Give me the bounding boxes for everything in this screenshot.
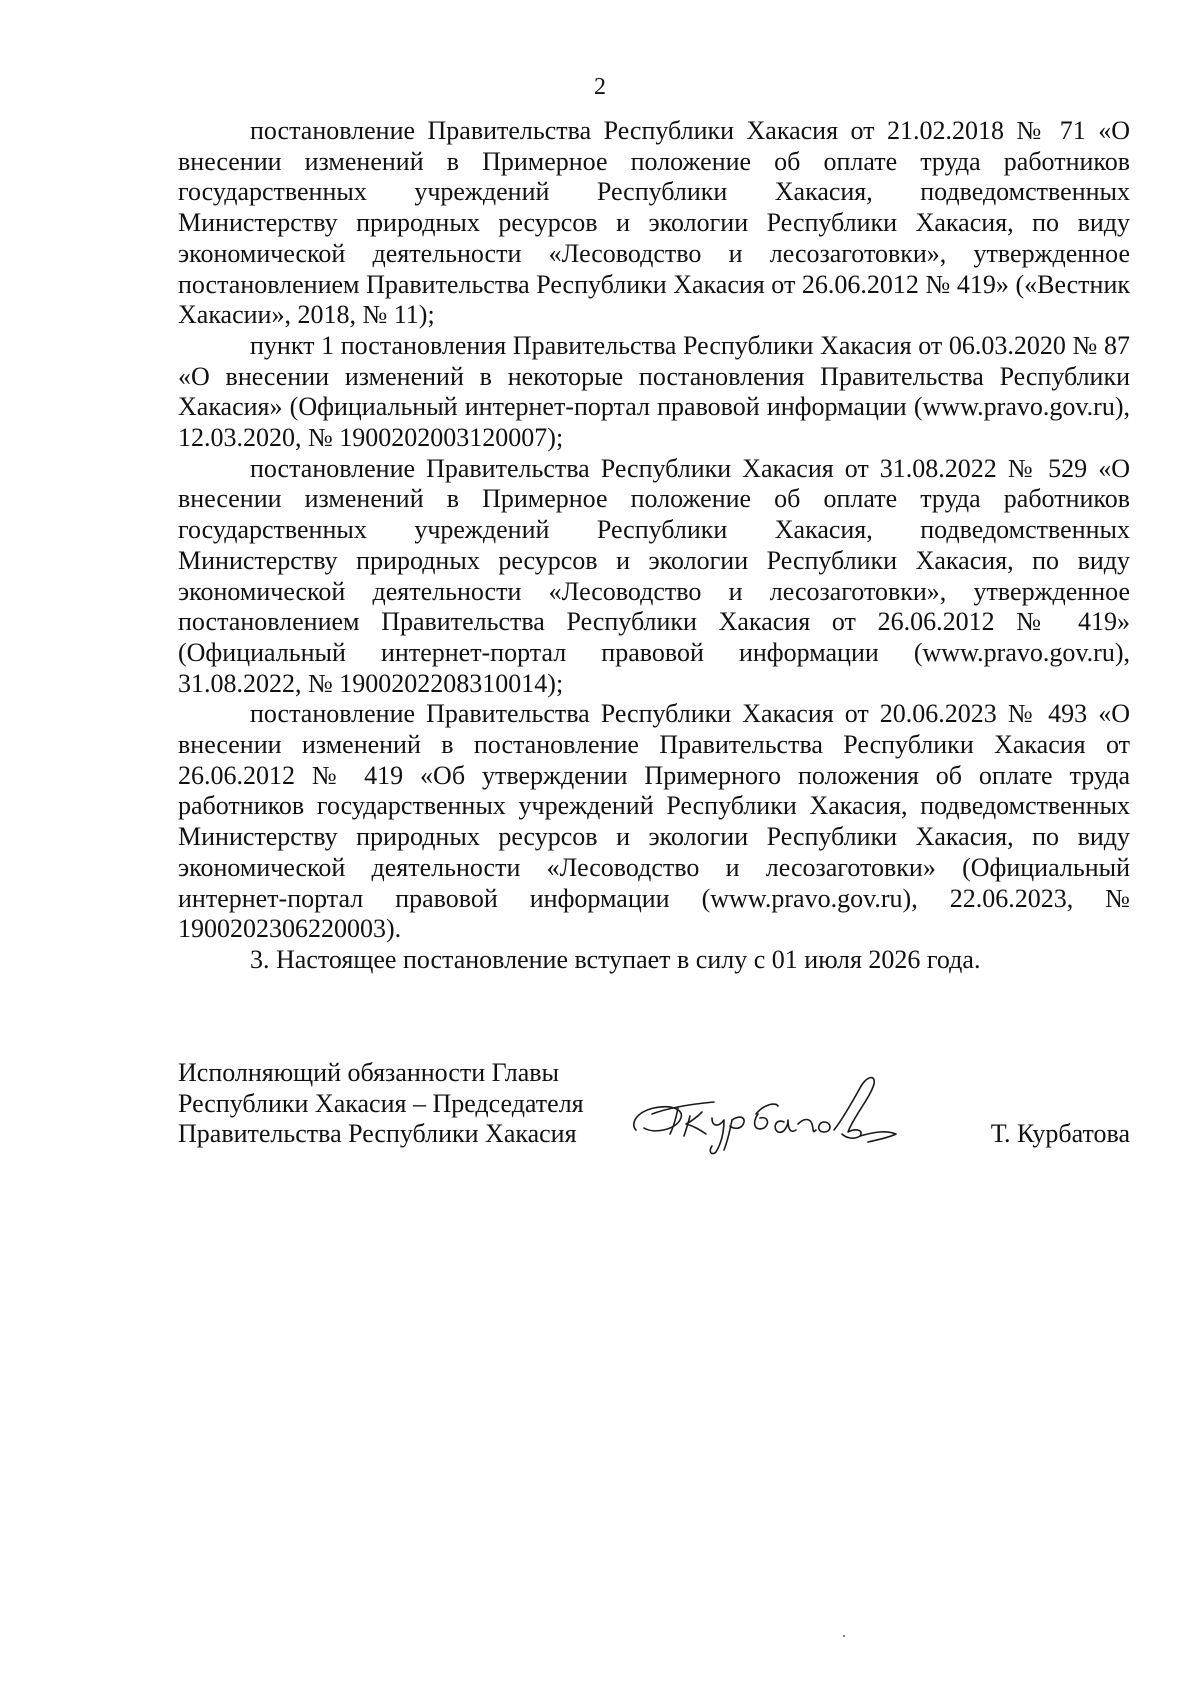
handwritten-signature bbox=[628, 1068, 918, 1158]
page-number: 2 bbox=[594, 74, 606, 100]
paragraph-resolution-2020: пункт 1 постановления Правительства Республики Хакасия от 06.03.2020 № 87 «О внесении изменений в некоторые постановления Правительства Республики Хакасия» (Официальный интернет-портал правовой информации (www.pravo.gov.ru), 12.03.2020, № 1900202003120007); bbox=[178, 330, 1130, 453]
scan-speck bbox=[843, 1635, 845, 1637]
signatory-position bbox=[178, 1058, 584, 1150]
paragraph-resolution-2023: постановление Правительства Республики Хакасия от 20.06.2023 № 493 «О внесении изменений в постановление Правительства Республики Хакасия от 26.06.2012 № 419 «Об утверждении Примерного положения об оплате труда работников государственных учреждений Республики Хакасия, подведомственных Министерству природных ресурсов и экологии Республики Хакасия, по виду экономической деятельности «Лесоводство и лесозаготовки» (Официальный интернет-портал правовой информации (www.pravo.gov.ru), 22.06.2023, № 1900202306220003). bbox=[178, 699, 1130, 944]
paragraph-effective-date: 3. Настоящее постановление вступает в силу с 01 июля 2026 года. bbox=[250, 944, 981, 974]
paragraph-resolution-2022: постановление Правительства Республики Хакасия от 31.08.2022 № 529 «О внесении изменений в Примерное положение об оплате труда работников государственных учреждений Республики Хакасия, подведомственных Министерству природных ресурсов и экологии Республики Хакасия, по виду экономической деятельности «Лесоводство и лесозаготовки», утвержденное постановлением Правительства Республики Хакасия от 26.06.2012 № 419» (Официальный интернет-портал правовой информации (www.pravo.gov.ru), 31.08.2022, № 1900202208310014); bbox=[178, 453, 1130, 698]
paragraph-resolution-2018: постановление Правительства Республики Хакасия от 21.02.2018 № 71 «О внесении изменений в Примерное положение об оплате труда работников государственных учреждений Республики Хакасия, подведомственных Министерству природных ресурсов и экологии Республики Хакасия, по виду экономической деятельности «Лесоводство и лесозаготовки», утвержденное постановлением Правительства Республики Хакасия от 26.06.2012 № 419» («Вестник Хакасии», 2018, № 11); bbox=[178, 116, 1130, 330]
document-body bbox=[178, 116, 1130, 976]
signatory-position-line: Исполняющий обязанности Главы bbox=[178, 1058, 559, 1087]
signatory-position-line: Республики Хакасия – Председателя bbox=[178, 1088, 584, 1118]
signatory-position-line: Правительства Республики Хакасия bbox=[178, 1119, 577, 1148]
signatory-name: Т. Курбатова bbox=[990, 1119, 1130, 1148]
signature-block bbox=[178, 1058, 1130, 1168]
